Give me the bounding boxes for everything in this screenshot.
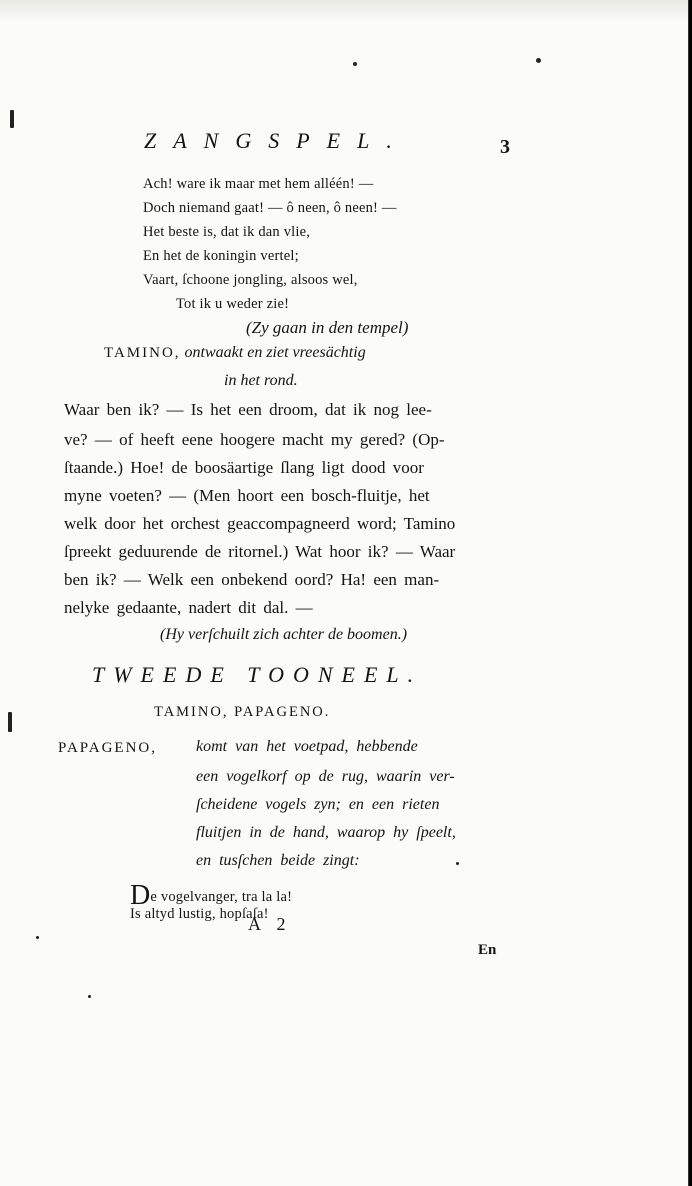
margin-mark [10, 110, 14, 128]
drop-capital: D [130, 880, 151, 911]
catchword: En [478, 942, 497, 958]
ink-speck [353, 62, 357, 66]
song-line-2: Is altyd lustig, hopſaſa! [130, 906, 269, 922]
verse-line-3: Het beste is, dat ik dan vlie, [143, 224, 311, 240]
tamino-direction-2: in het rond. [224, 372, 298, 389]
ink-speck [536, 58, 541, 63]
verse-line-4: En het de koningin vertel; [143, 248, 299, 264]
prose-line-3: ſtaande.) Hoe! de boosäartige ſlang ligt dood voor [64, 458, 424, 477]
scene-title: TWEEDE TOONEEL. [92, 662, 423, 687]
papageno-direction-3: ſcheidene vogels zyn; en een rieten [196, 796, 440, 813]
verse-line-2: Doch niemand gaat! — ô neen, ô neen! — [143, 200, 397, 216]
tamino-direction-1: ontwaakt en ziet vreesächtig [184, 344, 366, 361]
papageno-direction-5: en tusſchen beide zingt: [196, 852, 360, 869]
verse-line-5: Vaart, ſchoone jongling, alsoos wel, [143, 272, 358, 288]
papageno-direction-1: komt van het voetpad, hebbende [196, 738, 418, 755]
song-line-1-text: e vogelvanger, tra la la! [150, 889, 293, 905]
scan-shadow [0, 0, 688, 22]
stage-direction-exit: (Zy gaan in den tempel) [246, 318, 409, 337]
ink-speck [456, 862, 459, 865]
prose-line-5: welk door het orchest geaccompagneerd word; Tamino [64, 514, 456, 533]
papageno-direction-4: fluitjen in de hand, waarop hy ſpeelt, [196, 824, 456, 841]
ink-speck [36, 936, 39, 939]
prose-line-2: ve? — of heeft eene hoogere macht my gered? (Op- [64, 430, 445, 449]
stage-direction-hide: (Hy verſchuilt zich achter de boomen.) [160, 626, 408, 643]
prose-line-7: ben ik? — Welk een onbekend oord? Ha! een man- [64, 570, 440, 589]
verse-line-6: Tot ik u weder zie! [176, 296, 290, 312]
speaker-tamino: TAMINO, [104, 345, 181, 361]
persons-list: TAMINO, PAPAGENO. [154, 704, 331, 720]
speaker-papageno: PAPAGENO, [58, 740, 158, 756]
verse-line-1: Ach! ware ik maar met hem alléén! — [143, 176, 374, 192]
page-number: 3 [500, 136, 510, 158]
prose-line-6: ſpreekt geduurende de ritornel.) Wat hoor ik? — Waar [64, 542, 456, 561]
prose-line-1: Waar ben ik? — Is het een droom, dat ik nog lee- [64, 400, 432, 419]
prose-line-8: nelyke gedaante, nadert dit dal. — [64, 598, 313, 617]
ink-speck [88, 995, 91, 998]
margin-mark [8, 712, 12, 732]
prose-line-4: myne voeten? — (Men hoort een bosch-fluitje, het [64, 486, 430, 505]
tamino-heading [104, 344, 366, 362]
papageno-direction-2: een vogelkorf op de rug, waarin ver- [196, 768, 455, 785]
running-head: ZANGSPEL. [144, 128, 409, 153]
signature-mark: A 2 [248, 914, 292, 934]
